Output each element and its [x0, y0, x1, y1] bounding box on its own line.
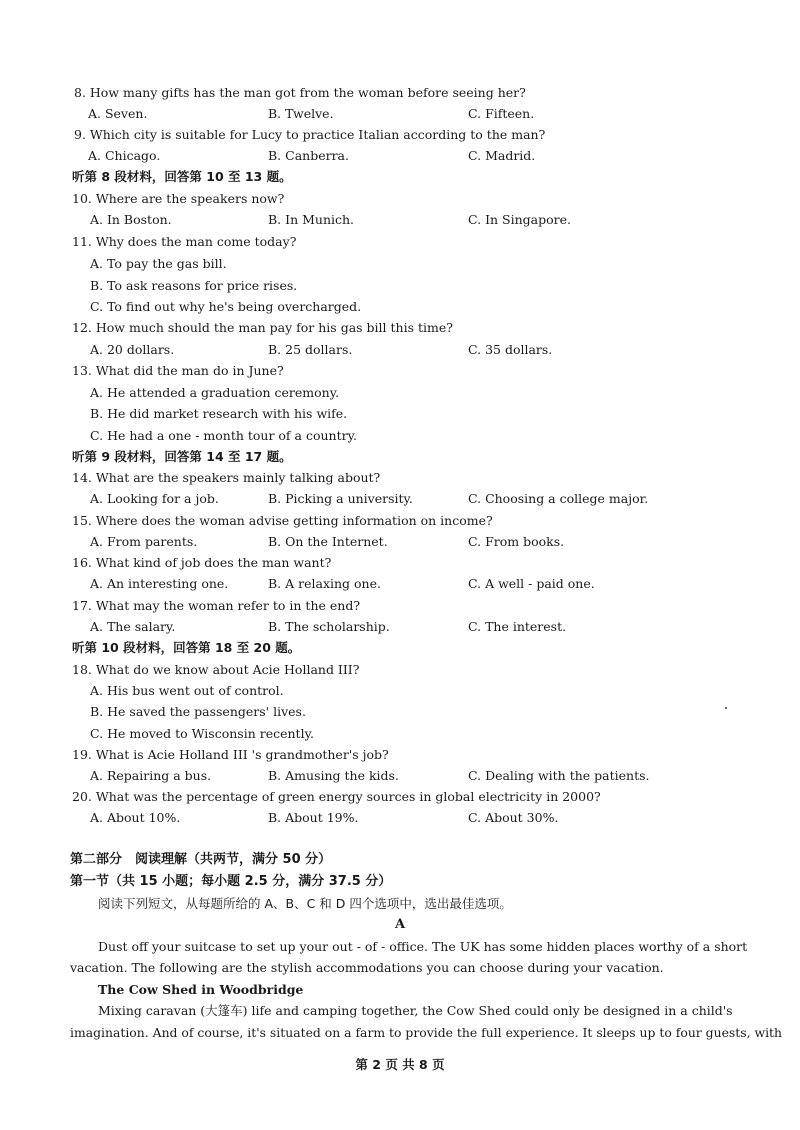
question-11-option-c: C. To find out why he's being overcharged. [90, 299, 362, 314]
question-14-option-a: A. Looking for a job. [90, 491, 219, 506]
question-16-option-c: C. A well - paid one. [468, 576, 595, 591]
question-17-stem: 17. What may the woman refer to in the end? [72, 598, 361, 613]
passage-letter: A [394, 917, 406, 932]
question-14-stem: 14. What are the speakers mainly talking about? [72, 470, 381, 485]
question-19-option-c: C. Dealing with the patients. [468, 768, 650, 783]
scan-speck [725, 707, 727, 709]
question-8-option-a: A. Seven. [88, 106, 148, 121]
question-10-option-c: C. In Singapore. [468, 212, 571, 227]
passage-a-para1-line2: vacation. The following are the stylish accommodations you can choose during your vacation. [70, 960, 664, 975]
question-15-option-c: C. From books. [468, 534, 565, 549]
question-13-option-b: B. He did market research with his wife. [90, 406, 348, 421]
question-8-option-b: B. Twelve. [268, 106, 334, 121]
question-16-option-b: B. A relaxing one. [268, 576, 381, 591]
question-9-option-a: A. Chicago. [88, 148, 161, 163]
question-12-option-b: B. 25 dollars. [268, 342, 353, 357]
question-8-stem: 8. How many gifts has the man got from the woman before seeing her? [74, 85, 526, 100]
question-9-option-c: C. Madrid. [468, 148, 536, 163]
question-15-stem: 15. Where does the woman advise getting information on income? [72, 513, 493, 528]
question-11-stem: 11. Why does the man come today? [72, 234, 297, 249]
question-13-option-a: A. He attended a graduation ceremony. [90, 385, 340, 400]
question-12-option-a: A. 20 dollars. [90, 342, 175, 357]
question-15-option-b: B. On the Internet. [268, 534, 388, 549]
question-14-option-b: B. Picking a university. [268, 491, 413, 506]
question-12-stem: 12. How much should the man pay for his gas bill this time? [72, 320, 453, 335]
question-17-option-c: C. The interest. [468, 619, 567, 634]
question-15-option-a: A. From parents. [90, 534, 198, 549]
question-10-option-b: B. In Munich. [268, 212, 355, 227]
question-18-option-a: A. His bus went out of control. [90, 683, 284, 698]
question-11-option-a: A. To pay the gas bill. [90, 256, 227, 271]
question-16-option-a: A. An interesting one. [90, 576, 229, 591]
question-13-option-c: C. He had a one - month tour of a country. [90, 428, 357, 443]
question-19-option-a: A. Repairing a bus. [90, 768, 212, 783]
question-17-option-a: A. The salary. [90, 619, 176, 634]
question-20-stem: 20. What was the percentage of green energy sources in global electricity in 2000? [72, 789, 601, 804]
question-19-stem: 19. What is Acie Holland III 's grandmother's job? [72, 747, 389, 762]
listening-section-8-header: 听第 8 段材料，回答第 10 至 13 题。 [72, 169, 292, 184]
question-17-option-b: B. The scholarship. [268, 619, 390, 634]
question-20-option-c: C. About 30%. [468, 810, 559, 825]
part-two-heading: 第二部分 阅读理解（共两节，满分 50 分） [70, 852, 332, 867]
question-19-option-b: B. Amusing the kids. [268, 768, 399, 783]
question-12-option-c: C. 35 dollars. [468, 342, 553, 357]
question-13-stem: 13. What did the man do in June? [72, 363, 284, 378]
question-10-option-a: A. In Boston. [90, 212, 172, 227]
question-16-stem: 16. What kind of job does the man want? [72, 555, 332, 570]
passage-a-subheading: The Cow Shed in Woodbridge [98, 982, 304, 997]
question-18-option-b: B. He saved the passengers' lives. [90, 704, 306, 719]
section-one-heading: 第一节（共 15 小题；每小题 2.5 分，满分 37.5 分） [70, 874, 392, 889]
reading-instruction: 阅读下列短文，从每题所给的 A、B、C 和 D 四个选项中，选出最佳选项。 [98, 896, 512, 911]
question-11-option-b: B. To ask reasons for price rises. [90, 278, 298, 293]
question-20-option-a: A. About 10%. [90, 810, 181, 825]
question-9-option-b: B. Canberra. [268, 148, 349, 163]
question-14-option-c: C. Choosing a college major. [468, 491, 649, 506]
question-18-option-c: C. He moved to Wisconsin recently. [90, 726, 314, 741]
question-10-stem: 10. Where are the speakers now? [72, 191, 285, 206]
listening-section-10-header: 听第 10 段材料，回答第 18 至 20 题。 [72, 640, 301, 655]
question-9-stem: 9. Which city is suitable for Lucy to practice Italian according to the man? [74, 127, 546, 142]
passage-a-para2-line2: imagination. And of course, it's situated on a farm to provide the full experience. It sleeps up to four guests, with [70, 1025, 783, 1040]
passage-a-para1-line1: Dust off your suitcase to set up your out - of - office. The UK has some hidden places worthy of a short [98, 939, 748, 954]
listening-section-9-header: 听第 9 段材料，回答第 14 至 17 题。 [72, 449, 292, 464]
question-20-option-b: B. About 19%. [268, 810, 359, 825]
page-footer: 第 2 页 共 8 页 [355, 1057, 445, 1072]
question-18-stem: 18. What do we know about Acie Holland III? [72, 662, 360, 677]
passage-a-para2-line1: Mixing caravan (大篷车) life and camping together, the Cow Shed could only be designed in a child's [98, 1003, 733, 1018]
question-8-option-c: C. Fifteen. [468, 106, 535, 121]
